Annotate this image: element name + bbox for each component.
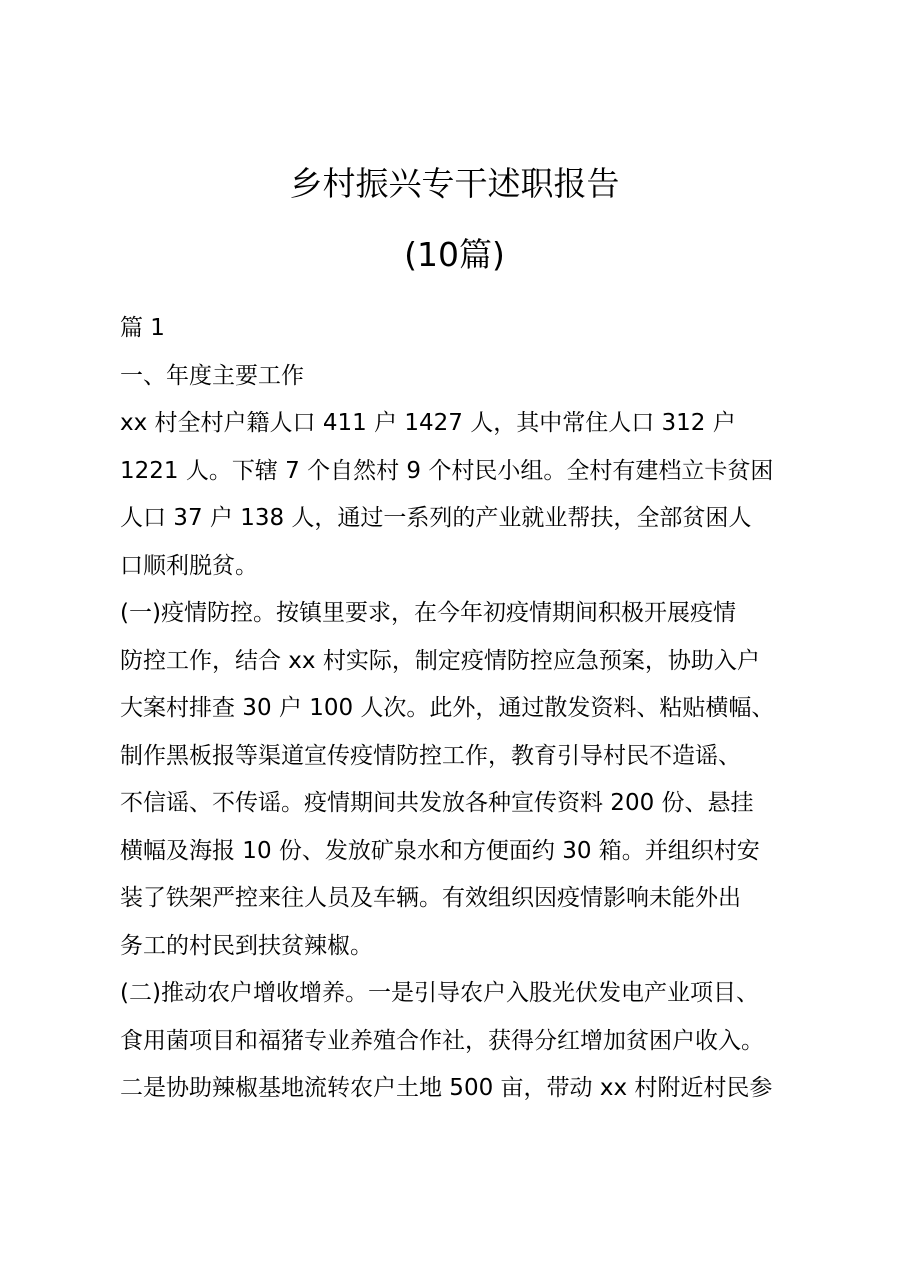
paragraph-line: 不信谣、不传谣。疫情期间共发放各种宣传资料 200 份、悬挂 — [120, 790, 754, 816]
paragraph-line: xx 村全村户籍人口 411 户 1427 人，其中常住人口 312 户 — [120, 410, 736, 436]
paragraph-line: (一)疫情防控。按镇里要求，在今年初疫情期间积极开展疫情 — [120, 600, 736, 626]
paragraph-line: 横幅及海报 10 份、发放矿泉水和方便面约 30 箱。并组织村安 — [120, 837, 760, 864]
document-subtitle: (10篇) — [404, 235, 505, 274]
paragraph-line: 口顺利脱贫。 — [120, 552, 258, 579]
paragraph-line: (二)推动农户增收增养。一是引导农户入股光伏发电产业项目、 — [120, 980, 759, 1006]
paragraph-line: 食用菌项目和福猪专业养殖合作社，获得分红增加贫困户收入。 — [120, 1027, 764, 1054]
document-body — [120, 305, 820, 1113]
paragraph-line: 人口 37 户 138 人，通过一系列的产业就业帮扶，全部贫困人 — [120, 505, 752, 531]
paragraph-line: 制作黑板报等渠道宣传疫情防控工作，教育引导村民不造谣、 — [120, 742, 741, 769]
section-heading: 一、年度主要工作 — [120, 362, 304, 389]
paragraph-line: 装了铁架严控来往人员及车辆。有效组织因疫情影响未能外出 — [120, 885, 741, 911]
paragraph-line: 大案村排查 30 户 100 人次。此外，通过散发资料、粘贴横幅、 — [120, 695, 775, 721]
document-title: 乡村振兴专干述职报告 — [289, 164, 620, 203]
paragraph-line: 务工的村民到扶贫辣椒。 — [120, 932, 373, 959]
paragraph-line: 防控工作，结合 xx 村实际，制定疫情防控应急预案，协助入户 — [120, 647, 760, 674]
section-label: 篇 1 — [120, 315, 165, 341]
paragraph-line: 1221 人。下辖 7 个自然村 9 个村民小组。全村有建档立卡贫困 — [120, 457, 774, 484]
paragraph-line: 二是协助辣椒基地流转农户土地 500 亩，带动 xx 村附近村民参 — [120, 1075, 773, 1101]
